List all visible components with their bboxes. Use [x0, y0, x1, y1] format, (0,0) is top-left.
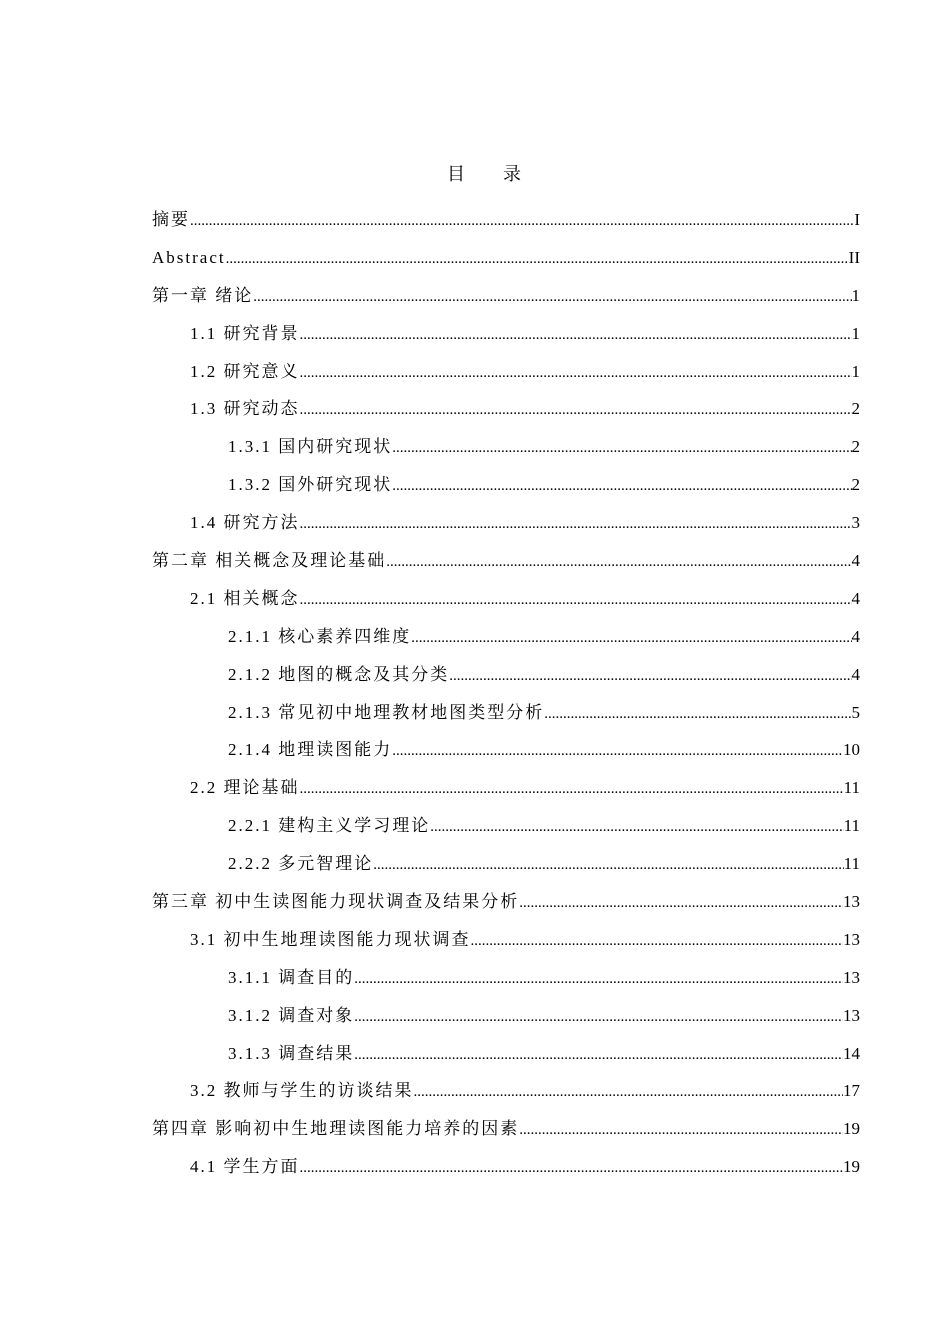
toc-entry-page: 11 [843, 816, 860, 836]
toc-entry-label: 2.2.2 多元智理论 [228, 854, 374, 874]
dot-leader [414, 1076, 844, 1108]
toc-entry[interactable] [152, 886, 860, 924]
toc-entry-label: 1.1 研究背景 [190, 323, 300, 343]
toc-entry-page: 13 [843, 967, 860, 987]
dot-leader [300, 773, 844, 805]
toc-entry-page: 2 [851, 437, 860, 457]
toc-entry-label: 4.1 学生方面 [190, 1157, 300, 1177]
toc-entry[interactable] [152, 924, 860, 962]
toc-entry-page: 14 [843, 1043, 860, 1063]
toc-entry-page: 13 [843, 929, 860, 949]
toc-title-char: 目 [447, 164, 465, 184]
toc-entry-page: 4 [851, 588, 860, 608]
dot-leader [392, 735, 843, 767]
toc-entry-page: 1 [851, 323, 860, 343]
dot-leader [300, 1152, 844, 1184]
dot-leader [300, 319, 852, 351]
dot-leader [392, 470, 851, 502]
toc-entry[interactable] [152, 659, 860, 697]
toc-entry[interactable] [152, 1075, 860, 1113]
toc-entry[interactable] [152, 734, 860, 772]
dot-leader [411, 622, 851, 654]
toc-entry-label: 第四章 影响初中生地理读图能力培养的因素 [152, 1119, 520, 1139]
dot-leader [354, 1001, 843, 1033]
toc-entry[interactable] [152, 697, 860, 735]
table-of-contents [152, 204, 860, 1189]
toc-entry[interactable] [152, 583, 860, 621]
dot-leader [300, 584, 852, 616]
toc-entry[interactable] [152, 469, 860, 507]
toc-entry[interactable] [152, 810, 860, 848]
toc-entry-label: 2.1.1 核心素养四维度 [228, 626, 412, 646]
dot-leader [373, 849, 843, 881]
toc-entry-page: 1 [851, 361, 860, 381]
dot-leader [300, 508, 852, 540]
dot-leader [354, 1039, 843, 1071]
toc-entry[interactable] [152, 1151, 860, 1189]
dot-leader [226, 243, 849, 275]
toc-entry-label: 第一章 绪论 [152, 285, 254, 305]
toc-entry-page: 13 [843, 1005, 860, 1025]
toc-entry[interactable] [152, 431, 860, 469]
toc-entry[interactable] [152, 772, 860, 810]
dot-leader [190, 205, 854, 237]
toc-entry-label: 1.4 研究方法 [190, 513, 300, 533]
toc-entry-page: 3 [851, 513, 860, 533]
dot-leader [430, 811, 843, 843]
toc-entry[interactable] [152, 280, 860, 318]
dot-leader [300, 394, 852, 426]
toc-entry-label: 3.1.1 调查目的 [228, 967, 355, 987]
toc-entry[interactable] [152, 1038, 860, 1076]
toc-entry-page: 5 [851, 702, 860, 722]
toc-entry-label: 3.1.3 调查结果 [228, 1043, 355, 1063]
dot-leader [519, 1114, 843, 1146]
toc-entry-label: 第三章 初中生读图能力现状调查及结果分析 [152, 892, 520, 912]
dot-leader [519, 887, 843, 919]
toc-entry[interactable] [152, 204, 860, 242]
toc-entry-label: 1.3 研究动态 [190, 399, 300, 419]
toc-entry[interactable] [152, 848, 860, 886]
toc-entry[interactable] [152, 318, 860, 356]
dot-leader [449, 660, 851, 692]
toc-entry-page: 11 [843, 778, 860, 798]
dot-leader [544, 698, 851, 730]
toc-entry-label: 2.1.2 地图的概念及其分类 [228, 664, 450, 684]
toc-entry-page: 19 [843, 1157, 860, 1177]
toc-entry[interactable] [152, 962, 860, 1000]
toc-entry[interactable] [152, 1113, 860, 1151]
toc-entry[interactable] [152, 356, 860, 394]
toc-title [0, 160, 950, 186]
toc-entry-label: 2.2.1 建构主义学习理论 [228, 816, 431, 836]
toc-entry-label: 1.2 研究意义 [190, 361, 300, 381]
toc-entry-label: 1.3.2 国外研究现状 [228, 475, 393, 495]
toc-entry-page: 4 [851, 551, 860, 571]
dot-leader [471, 925, 844, 957]
toc-entry-page: 13 [843, 892, 860, 912]
dot-leader [300, 357, 852, 389]
toc-entry-label: 3.1.2 调查对象 [228, 1005, 355, 1025]
toc-entry[interactable] [152, 507, 860, 545]
toc-entry-page: II [848, 247, 860, 267]
toc-entry-page: 10 [843, 740, 860, 760]
toc-entry-page: 19 [843, 1119, 860, 1139]
dot-leader [386, 546, 851, 578]
toc-entry-label: 3.1 初中生地理读图能力现状调查 [190, 929, 471, 949]
dot-leader [392, 432, 851, 464]
toc-entry-page: 17 [843, 1081, 860, 1101]
toc-entry-label: 2.1 相关概念 [190, 588, 300, 608]
toc-title-char: 录 [503, 164, 521, 184]
toc-entry-label: 摘要 [152, 210, 190, 229]
dot-leader [253, 281, 851, 313]
toc-entry-label: 2.1.3 常见初中地理教材地图类型分析 [228, 702, 545, 722]
toc-entry[interactable] [152, 1000, 860, 1038]
toc-entry-label: 第二章 相关概念及理论基础 [152, 551, 387, 571]
toc-entry-page: 4 [851, 626, 860, 646]
toc-entry-page: 11 [843, 854, 860, 874]
toc-entry-page: 2 [851, 399, 860, 419]
toc-entry[interactable] [152, 393, 860, 431]
toc-entry-page: I [854, 210, 860, 229]
toc-entry[interactable] [152, 242, 860, 280]
toc-entry-page: 2 [851, 475, 860, 495]
toc-entry[interactable] [152, 545, 860, 583]
toc-entry-label: 3.2 教师与学生的访谈结果 [190, 1081, 414, 1101]
dot-leader [354, 963, 843, 995]
toc-entry-label: 1.3.1 国内研究现状 [228, 437, 393, 457]
toc-entry-label: 2.2 理论基础 [190, 778, 300, 798]
toc-entry-page: 4 [851, 664, 860, 684]
toc-entry-label: 2.1.4 地理读图能力 [228, 740, 393, 760]
toc-entry[interactable] [152, 621, 860, 659]
toc-entry-label: Abstract [152, 247, 226, 267]
toc-entry-page: 1 [851, 285, 860, 305]
